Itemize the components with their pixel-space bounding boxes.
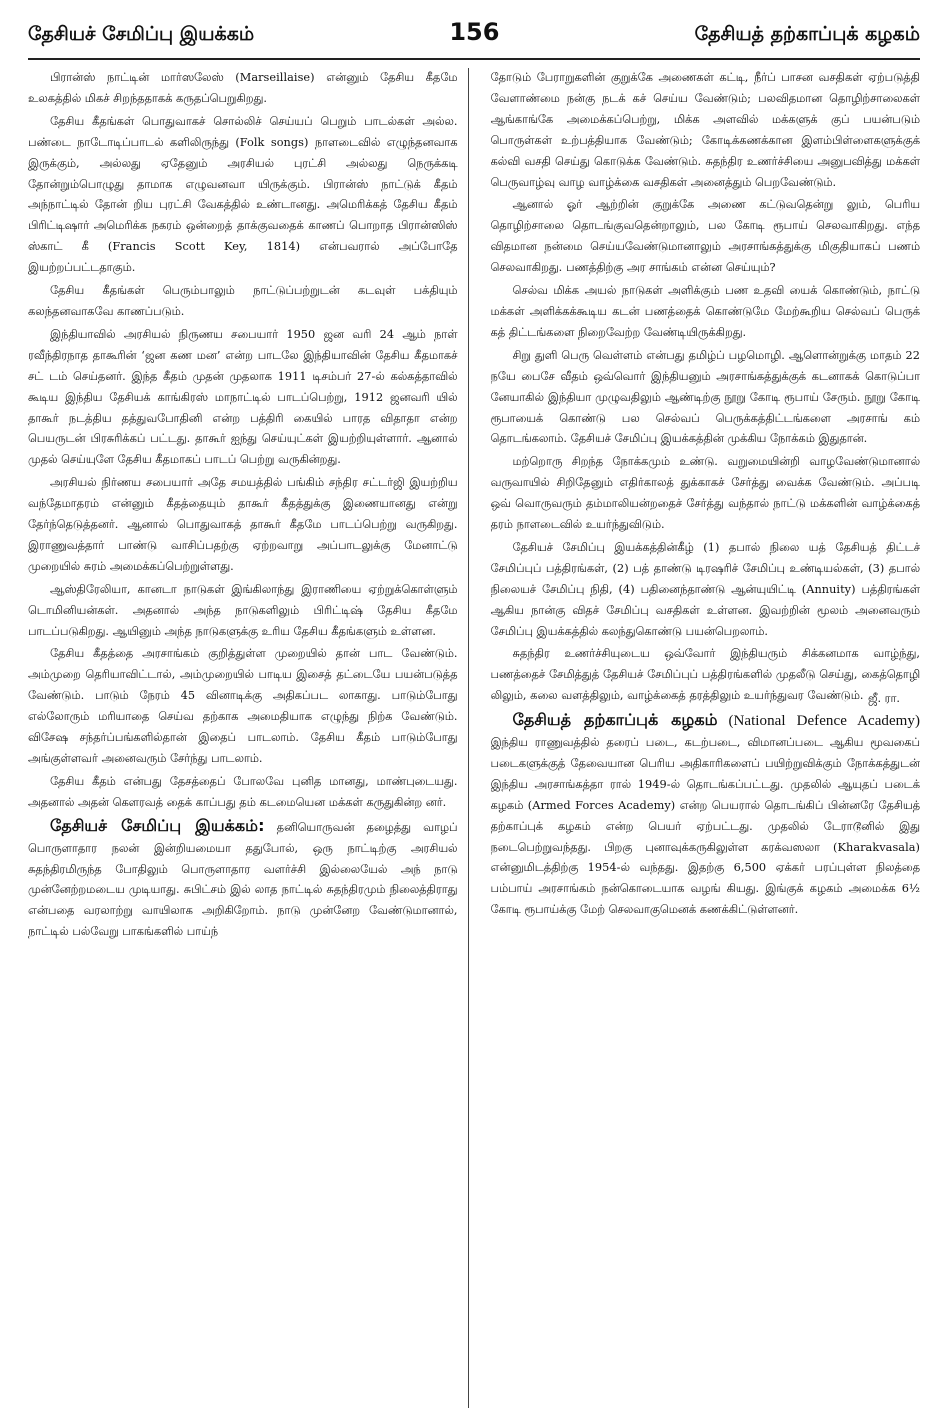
entry-text: தனியொருவன் தழைத்து வாழப் பொருளாதார நலன் இன்றியமையா ததுபோல், ஒரு நாட்டிற்கு அரசியல் சுதந்திரமிருந்த போதிலும் பொருளாதார வளர்ச்சி இல்லையேல் அந் நாடு முன்னேற்றமடைய முடியாது. சுபிட்சம் இல் லாத நாட்டில் சுதந்திரமும் நிலைத்திராது என்பதை வரலாற்று வாயிலாக அறிகிறோம். நாடு முன்னேற வேண்டுமானால், நாட்டில் பல்வேறு பாகங்களில் பாய்ந் [28,820,458,939]
running-head-left: தேசியச் சேமிப்பு இயக்கம் [28,23,255,45]
paragraph: ஆனால் ஓர் ஆற்றின் குறுக்கே அணை கட்டுவதென்று லும், பெரிய தொழிற்சாலை தொடங்குவதென்றாலும், பல கோடி ரூபாய் செலவாகிறது. எந்த விதமான நன்மை செய்யவேண்டுமானாலும் அரசாங்கத்துக்கு மிகுதியாகப் பணம் செலவாகிறது. பணத்திற்கு அர சாங்கம் என்ன செய்யும்? [490,198,920,275]
author-signature: ஜீ. ரா. [868,692,900,706]
paragraph: தோடும் பேராறுகளின் குறுக்கே அணைகள் கட்டி, நீர்ப் பாசன வசதிகள் ஏற்படுத்தி வேளாண்மை நன்கு நடக் கச் செய்ய வேண்டும்; பலவிதமான தொழிற்சாலைகள் ஆங்காங்கே அமைக்கப்பெற்று, மிக்க அளவில் மக்களுக் குப் பயன்படும் பொருள்கள் உற்பத்தியாக வேண்டும்; கோடிக்கணக்கான இளம்பிள்ளைகளுக்குக் கல்வி வசதி செய்து கொடுக்க வேண்டும். சுதந்திர உணர்ச்சியை அனுபவித்து மக்கள் பெருவாழ்வு வாழ வாழ்க்கை வசதிகள் அனைத்தும் பெறவேண்டும். [490,71,920,189]
paragraph: தேசிய கீதங்கள் பொதுவாகச் சொல்லிச் செய்யப் பெறும் பாடல்கள் அல்ல. பண்டை நாடோடிப்பாடல் களிலிருந்து (Folk songs) நாளடைவில் எழுந்தனவாக இருக்கும், அல்லது ஏதேனும் அரசியல் புரட்சி அல்லது நெருக்கடி தோன்றும்பொழுது தாமாக எழுவனவா யிருக்கும். பிரான்ஸ் நாட்டுக் கீதம் அந்நாட்டில் தோன் றிய புரட்சி வேகத்தில் உண்டானது. அமெரிக்கத் தேசிய கீதம் பிரிட்டிஷார் அமெரிக்க நகரம் ஒன்றைத் தாக்குவதைக் காணப் பொறாத பிரான்ஸிஸ் ஸ்காட் கீ (Francis Scott Key, 1814) என்பவரால் அப்போதே இயற்றப்பட்டதாகும். [28,114,458,275]
paragraph: சுதந்திர உணர்ச்சியுடைய ஒவ்வோர் இந்தியரும் சிக்கனமாக வாழ்ந்து, பணத்தைச் சேமித்துத் தேசியச் சேமிப்புப் பத்திரங்களில் முதலீடு செய்து, கைத்தொழி லிலும், கலை வளத்திலும், வாழ்க்கைத் தரத்திலும் உயர்ந்துவர வேண்டும். [490,647,920,703]
right-column [491,68,921,1408]
paragraph: ஆஸ்திரேலியா, கானடா நாடுகள் இங்கிலாந்து இராணியை ஏற்றுக்கொள்ளும் டொமினியன்கள். அதனால் அந்த நாடுகளிலும் பிரிட்டிஷ் தேசிய கீதமே பாடப்படுகிறது. ஆயினும் அந்த நாடுகளுக்கு உரிய தேசிய கீதங்களும் உள்ளன. [28,582,458,638]
left-column [28,68,469,1408]
paragraph: அரசியல் நிர்ணய சபையார் அதே சமயத்தில் பங்கிம் சந்திர சட்டர்ஜி இயற்றிய வந்தேமாதரம் என்னும் கீதத்தையும் தாகூர் கீதத்துக்கு இணையானது என்று தேர்ந்தெடுத்தனர். ஆனால் பொதுவாகத் தாகூர் கீதமே பாடப்பெற்று வருகிறது. இராணுவத்தார் பாண்டு வாசிப்பதற்கு ஏற்றவாறு அப்பாடலுக்கு மேனாட்டு முறையில் சுரம் அமைக்கப்பெற்றுள்ளது. [28,476,458,573]
page-header [28,18,920,60]
entry-latin-title: (National Defence Academy) [728,713,920,730]
entry-title: தேசியச் சேமிப்பு இயக்கம்: [50,815,265,835]
paragraph: தேசிய கீதம் என்பது தேசத்தைப் போலவே புனித மானது, மாண்புடையது. அதனால் அதன் கௌரவத் தைக் காப்பது தம் கடமையென மக்கள் கருதுகின்ற னர். [28,774,458,809]
paragraph: சிறு துளி பெரு வெள்ளம் என்பது தமிழ்ப் பழமொழி. ஆளொன்றுக்கு மாதம் 22 நயே பைசே வீதம் ஒவ்வொர் இந்தியனும் அரசாங்கத்துக்குக் கடனாகக் கொடுப்பா னேயாகில் இந்தியா முழுவதிலும் ஆண்டிற்கு நூறு கோடி ரூபாய் சேரும். நூறு கோடி ரூபாயைக் கொண்டு பல செல்வப் பெருக்கத்திட்டங்களை அரசாங் கம் தொடங்கலாம். தேசியச் சேமிப்பு இயக்கத்தின் முக்கிய நோக்கம் இதுதான். [490,348,920,446]
paragraph: பிரான்ஸ் நாட்டின் மார்ஸலேஸ் (Marseillaise) என்னும் தேசிய கீதமே உலகத்தில் மிகச் சிறந்ததாகக் கருதப்பெறுகிறது. [28,71,458,105]
paragraph: தேசியச் சேமிப்பு இயக்கத்தின்கீழ் (1) தபால் நிலை யத் தேசியத் திட்டச் சேமிப்புப் பத்திரங்கள், (2) பத் தாண்டு டிரஷரிச் சேமிப்பு உண்டியல்கள், (3) தபால் நிலையச் சேமிப்பு நிதி, (4) பதினைந்தாண்டு ஆன்யுயிட்டி (Annuity) பத்திரங்கள் ஆகிய நான்கு விதச் சேமிப்பு வசதிகள் உள்ளன. இவற்றின் மூலம் அனைவரும் சேமிப்பு இயக்கத்தில் கலந்துகொண்டு பயன்பெறலாம். [490,540,920,638]
entry-title: தேசியத் தற்காப்புக் கழகம் [512,710,718,730]
paragraph: மற்றொரு சிறந்த நோக்கமும் உண்டு. வறுமையின்றி வாழவேண்டுமானால் வருவாயில் சிறிதேனும் எதிர்காலத் துக்காகச் சேர்த்து வைக்க வேண்டும். அப்படி ஒவ் வொருவரும் தம்மாலியன்றதைச் சேர்த்து வந்தால் நாட்டு மக்களின் வாழ்க்கைத் தரம் நாளடைவில் உயர்ந்துவிடும். [490,455,920,532]
entry-national-defence-academy [491,710,921,921]
paragraph: இந்தியாவில் அரசியல் நிருணய சபையார் 1950 ஜன வரி 24 ஆம் நாள் ரவீந்திரநாத தாகூரின் ‘ஜன கண மன’ என்ற பாடலே இந்தியாவின் தேசிய கீதமாகச் சட் டம் செய்தனர். இந்த கீதம் முதன் முதலாக 1911 டிசம்பர் 27-ல் கல்கத்தாவில் கூடிய இந்திய தேசியக் காங்கிரஸ் மாநாட்டில் பாடப்பெற்று, 1912 ஜனவரி யில் தாகூர் நடத்திய தத்துவபோதினி என்ற பத்திரி கையில் பாரத விதாதா என்ற பெயருடன் பிரசுரிக்கப் பட்டது. தாகூர் ஐந்து செய்யுட்கள் இயற்றியுள்ளார். ஆனால் முதல் செய்யுளே தேசிய கீதமாகப் பாடப் பெற்று வருகின்றது. [28,327,458,467]
two-column-body [28,68,920,1408]
page-number: 156 [449,18,500,46]
running-head-right: தேசியத் தற்காப்புக் கழகம் [694,23,920,45]
paragraph: தேசிய கீதத்தை அரசாங்கம் குறித்துள்ள முறையில் தான் பாட வேண்டும். அம்முறை தெரியாவிட்டால், அம்முறையில் பாடிய இசைத் தட்டையே பயன்படுத்த வேண்டும். பாடும் நேரம் 45 வினாடிக்கு அதிகப்பட லாகாது. பாடும்போது எல்லோரும் மரியாதை செய்வ தற்காக அமைதியாக எழுந்து நிற்க வேண்டும். விசேஷ சந்தர்ப்பங்களில்தான் இதைப் பாடலாம். தேசிய கீதம் பாடும்போது அங்குள்ளவர் அனைவரும் சேர்ந்து பாடலாம். [28,647,458,765]
paragraph: செல்வ மிக்க அயல் நாடுகள் அளிக்கும் பண உதவி யைக் கொண்டும், நாட்டு மக்கள் அளிக்கக்கூடிய கடன் பணத்தைக் கொண்டுமே மேற்கூறிய செல்வப் பெருக் கத் திட்டங்களை நிறைவேற்ற வேண்டியிருக்கிறது. [490,284,920,339]
entry-text: இந்திய ராணுவத்தில் தரைப் படை, கடற்படை, விமானப்படை ஆகிய மூவகைப் படைகளுக்குத் தேவையான பெரிய அதிகாரிகளைப் பயிற்றுவிக்கும் நோக்கத்துடன் இந்திய அரசாங்கத்தா ரால் 1949-ல் தொடங்கப்பட்டது. முதலில் ஆயுதப் படைக் கழகம் (Armed Forces Academy) என்ற பெயரால் தொடங்கிப் பின்னரே தேசியத் தற்காப்புக் கழகம் என்ற பெயர் ஏற்பட்டது. முதலில் டேராடூனில் இது நடைபெற்றுவந்தது. பிறகு புனாவுக்கருகிலுள்ள கரக்வஸலா (Kharakvasala) என்னுமிடத்திற்கு 1954-ல் வந்தது. இதற்கு 6,500 ஏக்கர் பரப்புள்ள நிலத்தை பம்பாய் அரசாங்கம் நன்கொடையாக வழங் கியது. இங்குக் கழகம் அமைக்க 6½ கோடி ரூபாய்க்கு மேற் செலவாகுமெனக் கணக்கிட்டுள்ளனர். [490,736,920,917]
book-page [28,18,920,1413]
paragraph: தேசிய கீதங்கள் பெரும்பாலும் நாட்டுப்பற்றுடன் கடவுள் பக்தியும் கலந்தனவாகவே காணப்படும். [28,284,458,318]
entry-national-savings [28,816,458,943]
